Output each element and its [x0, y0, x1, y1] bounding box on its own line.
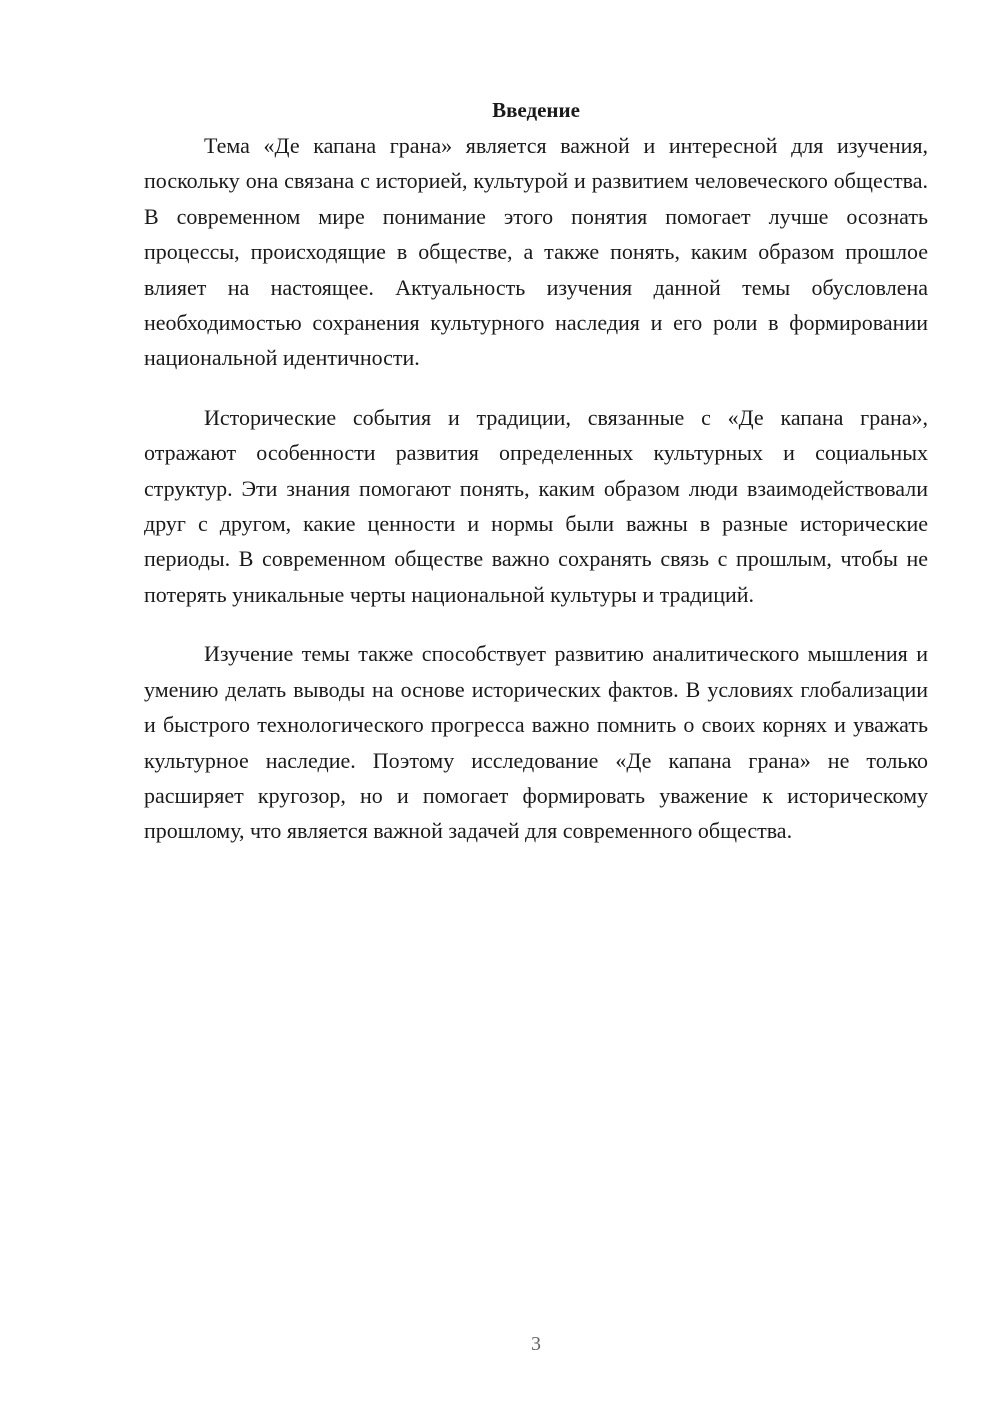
page-number: 3 — [531, 1333, 541, 1355]
paragraph-3: Изучение темы также способствует развитию аналитического мышления и умению делать выводы на основе исторических фактов. В условиях глобализации и быстрого технологического прогресса важно помнить о своих корнях и уважать культурное наследие. Поэтому исследование «Де капана грана» не только расширяет кругозор, но и помогает формировать уважение к историческому прошлому, что является важной задачей для современного общества. — [144, 641, 928, 844]
section-title: Введение — [492, 98, 580, 122]
page-content — [144, 93, 928, 873]
paragraph-1: Тема «Де капана грана» является важной и интересной для изучения, поскольку она связана с историей, культурой и развитием человеческого общества. В современном мире понимание этого понятия помогает лучше осознать процессы, происходящие в обществе, а также понять, каким образом прошлое влияет на настоящее. Актуальность изучения данной темы обусловлена необходимостью сохранения культурного наследия и его роли в формировании национальной идентичности. — [144, 133, 928, 371]
paragraph-2: Исторические события и традиции, связанные с «Де капана грана», отражают особенности развития определенных культурных и социальных структур. Эти знания помогают понять, каким образом люди взаимодействовали друг с другом, какие ценности и нормы были важны в разные исторические периоды. В современном обществе важно сохранять связь с прошлым, чтобы не потерять уникальные черты национальной культуры и традиций. — [144, 404, 928, 607]
